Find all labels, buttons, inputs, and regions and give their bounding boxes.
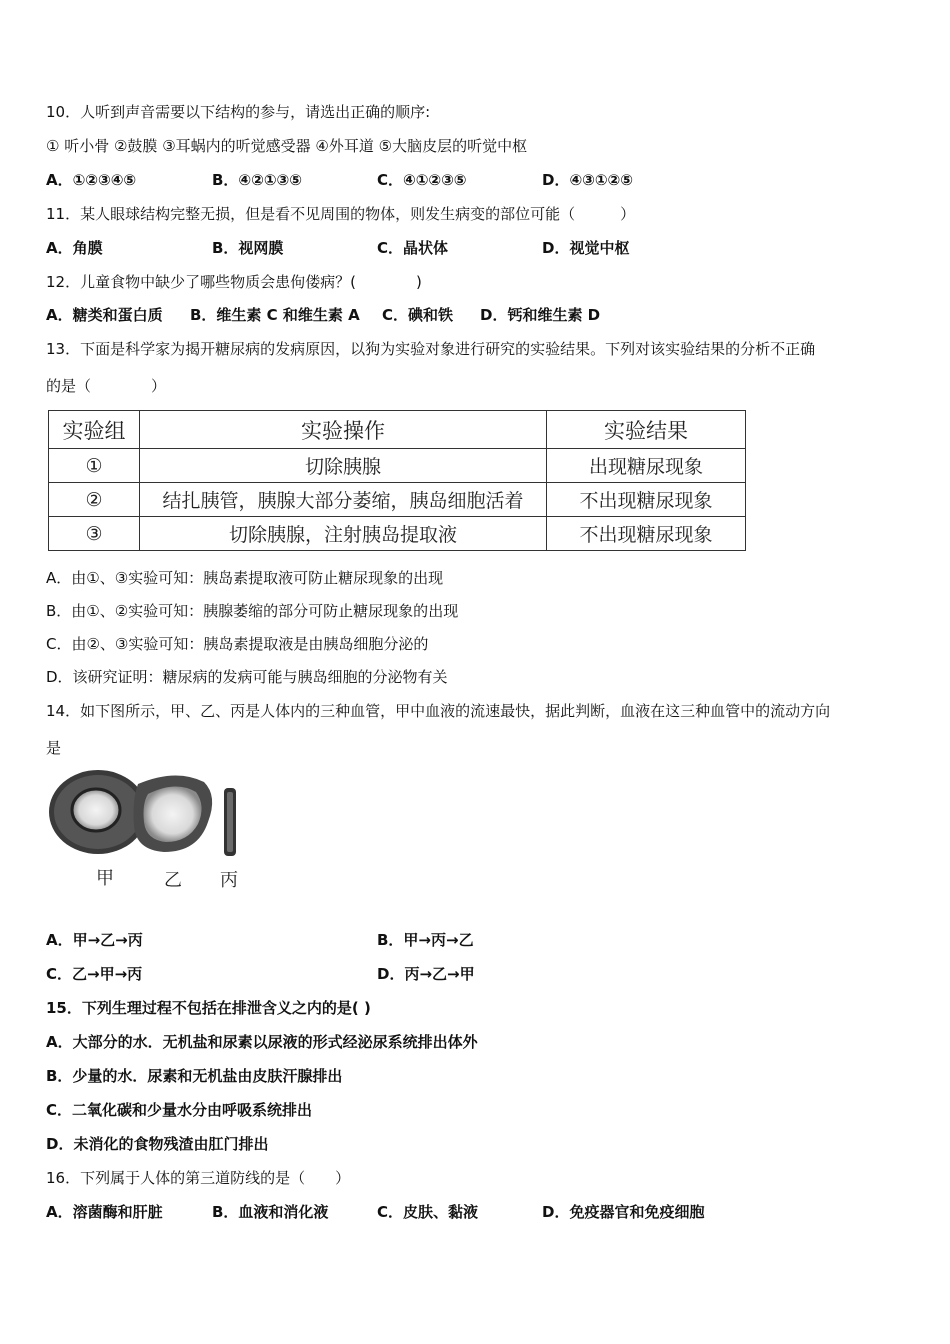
q10-option-d: D．④③①②⑤ [542, 171, 633, 189]
q10-option-a: A．①②③④⑤ [46, 171, 137, 189]
q14-option-c: C．乙→甲→丙 [46, 965, 143, 983]
table-row [49, 517, 746, 551]
q11-option-c: C．晶状体 [377, 239, 449, 257]
label-yi: 乙 [164, 870, 182, 891]
table-cell-group: ② [49, 483, 140, 517]
q15-stem: 15．下列生理过程不包括在排泄含义之内的是( ) [46, 999, 371, 1017]
q10-list: ① 听小骨 ②鼓膜 ③耳蜗内的听觉感受器 ④外耳道 ⑤大脑皮层的听觉中枢 [46, 137, 528, 155]
table-cell-operation: 切除胰腺，注射胰岛提取液 [140, 517, 547, 551]
q11-stem: 11．某人眼球结构完整无损，但是看不见周围的物体，则发生病变的部位可能（ ） [46, 205, 636, 223]
label-jia: 甲 [96, 868, 114, 889]
q13-option-d: D．该研究证明：糖尿病的发病可能与胰岛细胞的分泌物有关 [46, 668, 448, 686]
q16-option-d: D．免疫器官和免疫细胞 [542, 1203, 705, 1221]
q15-option-b: B．少量的水．尿素和无机盐由皮肤汗腺排出 [46, 1067, 343, 1085]
q13-stem-line1: 13．下面是科学家为揭开糖尿病的发病原因，以狗为实验对象进行研究的实验结果。下列对该实验结果的分析不正确 [46, 340, 816, 358]
q10-option-c: C．④①②③⑤ [377, 171, 467, 189]
q15-option-a: A．大部分的水．无机盐和尿素以尿液的形式经泌尿系统排出体外 [46, 1033, 478, 1051]
blood-vessel-figure [46, 766, 256, 898]
label-bing: 丙 [220, 870, 238, 891]
q11-option-d: D．视觉中枢 [542, 239, 630, 257]
q13-option-b: B．由①、②实验可知：胰腺萎缩的部分可防止糖尿现象的出现 [46, 602, 459, 620]
q13-option-c: C．由②、③实验可知：胰岛素提取液是由胰岛细胞分泌的 [46, 635, 429, 653]
q15-option-d: D．未消化的食物残渣由肛门排出 [46, 1135, 269, 1153]
q16-option-c: C．皮肤、黏液 [377, 1203, 479, 1221]
q14-option-b: B．甲→丙→乙 [377, 931, 474, 949]
q13-stem-line2: 的是（ ） [46, 377, 167, 395]
table-cell-operation: 结扎胰管，胰腺大部分萎缩，胰岛细胞活着 [140, 483, 547, 517]
table-row [49, 483, 746, 517]
table-header-result: 实验结果 [547, 411, 746, 449]
q14-stem-line1: 14．如下图所示，甲、乙、丙是人体内的三种血管，甲中血液的流速最快，据此判断，血液在这三种血管中的流动方向 [46, 702, 831, 720]
table-cell-operation: 切除胰腺 [140, 449, 547, 483]
q12-stem: 12．儿童食物中缺少了哪些物质会患佝偻病？( ) [46, 273, 422, 291]
q10-option-b: B．④②①③⑤ [212, 171, 302, 189]
table-cell-result: 不出现糖尿现象 [547, 483, 746, 517]
table-header-group: 实验组 [49, 411, 140, 449]
q10-stem: 10．人听到声音需要以下结构的参与，请选出正确的顺序: [46, 103, 431, 121]
table-cell-group: ③ [49, 517, 140, 551]
q16-option-b: B．血液和消化液 [212, 1203, 329, 1221]
q12-option-c: C．碘和铁 [382, 306, 454, 324]
table-cell-group: ① [49, 449, 140, 483]
q11-option-b: B．视网膜 [212, 239, 284, 257]
q12-option-a: A．糖类和蛋白质 [46, 306, 163, 324]
q13-option-a: A．由①、③实验可知：胰岛素提取液可防止糖尿现象的出现 [46, 569, 444, 587]
table-row [49, 449, 746, 483]
q11-option-a: A．角膜 [46, 239, 103, 257]
experiment-table [48, 410, 746, 551]
q12-option-b: B．维生素 C 和维生素 A [190, 306, 360, 324]
blood-vessel-drawing [46, 766, 256, 898]
q16-option-a: A．溶菌酶和肝脏 [46, 1203, 163, 1221]
q14-option-a: A．甲→乙→丙 [46, 931, 143, 949]
q14-option-d: D．丙→乙→甲 [377, 965, 475, 983]
q16-stem: 16．下列属于人体的第三道防线的是（ ） [46, 1169, 351, 1187]
table-header-row [49, 411, 746, 449]
table-cell-result: 不出现糖尿现象 [547, 517, 746, 551]
q12-option-d: D．钙和维生素 D [480, 306, 601, 324]
table-cell-result: 出现糖尿现象 [547, 449, 746, 483]
artery-lumen [72, 789, 120, 831]
table-header-operation: 实验操作 [140, 411, 547, 449]
q14-stem-line2: 是 [46, 739, 62, 757]
q15-option-c: C．二氧化碳和少量水分由呼吸系统排出 [46, 1101, 313, 1119]
capillary-lumen [227, 792, 233, 852]
